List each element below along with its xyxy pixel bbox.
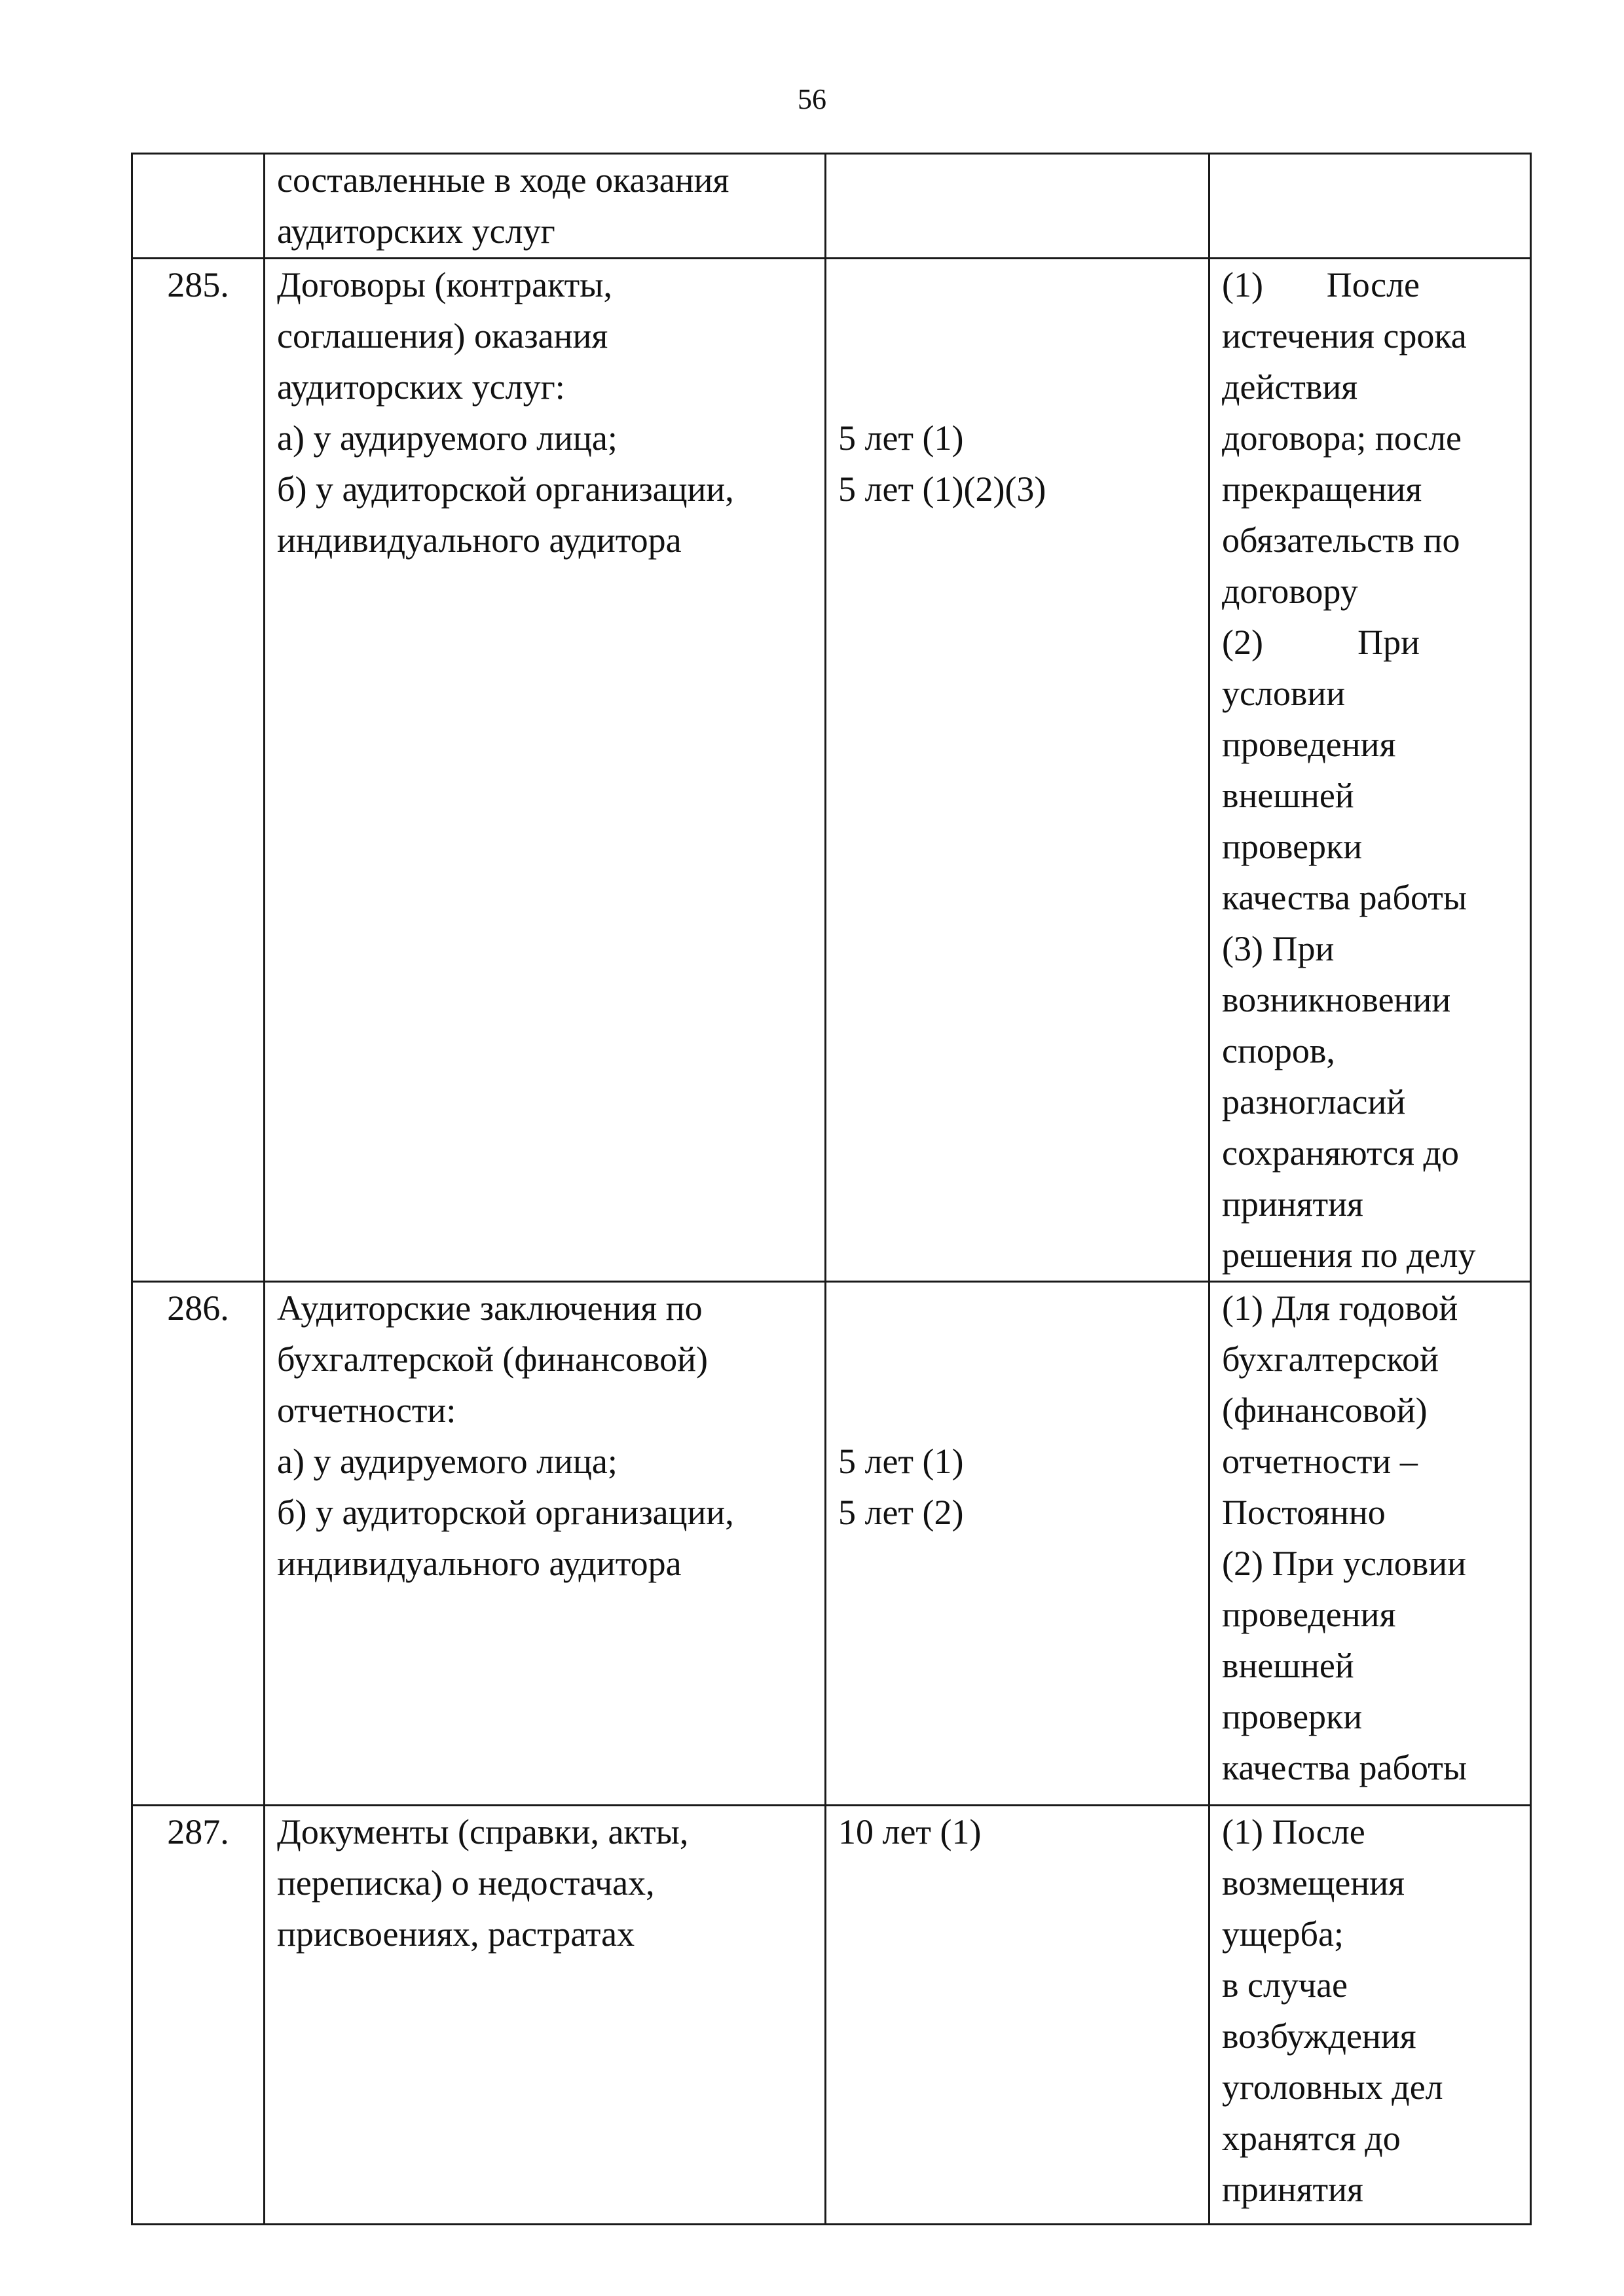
retention-term: 5 лет (1)(2)(3) <box>838 469 1046 509</box>
row-number: 285. <box>167 265 229 304</box>
table-row-285 <box>132 259 1531 1282</box>
note-cell <box>1209 1806 1531 2225</box>
note-line: (1) Для годовой <box>1222 1288 1458 1328</box>
document-name-cell <box>265 259 826 1282</box>
note-line: проверки <box>1222 1697 1363 1736</box>
retention-table <box>131 153 1532 2225</box>
text-line: а) у аудируемого лица; <box>277 1442 618 1481</box>
note-line: ущерба; <box>1222 1914 1344 1954</box>
note-line: проверки <box>1222 827 1363 866</box>
note-line: споров, <box>1222 1031 1335 1070</box>
note-line: хранятся до <box>1222 2119 1401 2158</box>
note-line: разногласий <box>1222 1082 1406 1121</box>
text-line: а) у аудируемого лица; <box>277 418 618 458</box>
note-line: в случае <box>1222 1965 1348 2005</box>
note-cell <box>1209 154 1531 259</box>
note-line: (финансовой) <box>1222 1391 1428 1430</box>
text-line: аудиторских услуг <box>277 211 555 251</box>
note-line: принятия <box>1222 2170 1363 2209</box>
note-line: возмещения <box>1222 1863 1405 1903</box>
document-name-cell <box>265 1806 826 2225</box>
note-line: внешней <box>1222 776 1354 815</box>
text-line: индивидуального аудитора <box>277 520 682 560</box>
retention-term: 5 лет (2) <box>838 1493 964 1532</box>
retention-term: 5 лет (1) <box>838 1442 964 1481</box>
note-line: внешней <box>1222 1646 1354 1685</box>
retention-term-cell <box>826 1282 1209 1806</box>
note-marker: (1) <box>1222 265 1263 304</box>
retention-term: 5 лет (1) <box>838 418 964 458</box>
number-cell <box>132 259 265 1282</box>
note-line: возбуждения <box>1222 2016 1416 2056</box>
note-line: принятия <box>1222 1184 1363 1224</box>
spacer-line <box>838 310 1196 361</box>
text-line: соглашения) оказания <box>277 316 608 355</box>
row-number: 287. <box>167 1812 229 1851</box>
note-cell <box>1209 259 1531 1282</box>
number-cell <box>132 1806 265 2225</box>
text-line: б) у аудиторской организации, <box>277 469 734 509</box>
note-line: (3) При <box>1222 929 1335 968</box>
text-line: присвоениях, растратах <box>277 1914 635 1954</box>
spacer-line <box>838 1283 1196 1334</box>
note-line: условии <box>1222 674 1346 713</box>
table-row-continuation <box>132 154 1531 259</box>
note-line: решения по делу <box>1222 1235 1476 1275</box>
spacer-line <box>838 1385 1196 1436</box>
note-justified-line <box>1222 259 1518 310</box>
text-line: индивидуального аудитора <box>277 1544 682 1583</box>
note-line: отчетности – <box>1222 1442 1418 1481</box>
retention-term-cell <box>826 1806 1209 2225</box>
note-word: При <box>1357 623 1420 662</box>
retention-term-cell <box>826 154 1209 259</box>
text-line: бухгалтерской (финансовой) <box>277 1339 708 1379</box>
spacer-line <box>838 259 1196 310</box>
note-line: (2) При условии <box>1222 1544 1467 1583</box>
note-line: прекращения <box>1222 469 1422 509</box>
note-cell <box>1209 1282 1531 1806</box>
text-line: отчетности: <box>277 1391 456 1430</box>
table-row-287 <box>132 1806 1531 2225</box>
note-marker: (2) <box>1222 623 1263 662</box>
note-line: бухгалтерской <box>1222 1339 1439 1379</box>
table-row-286 <box>132 1282 1531 1806</box>
note-line: обязательств по <box>1222 520 1460 560</box>
text-line: б) у аудиторской организации, <box>277 1493 734 1532</box>
note-line: проведения <box>1222 725 1396 764</box>
note-line: Постоянно <box>1222 1493 1386 1532</box>
note-line: договору <box>1222 572 1358 611</box>
text-line: переписка) о недостачах, <box>277 1863 655 1903</box>
row-number: 286. <box>167 1288 229 1328</box>
note-line: уголовных дел <box>1222 2068 1443 2107</box>
note-word: После <box>1326 265 1420 304</box>
note-line: сохраняются до <box>1222 1133 1459 1173</box>
note-line: возникновении <box>1222 980 1451 1019</box>
text-line: Аудиторские заключения по <box>277 1288 703 1328</box>
note-line: качества работы <box>1222 1748 1467 1787</box>
spacer-line <box>838 361 1196 412</box>
text-line: Документы (справки, акты, <box>277 1812 689 1851</box>
note-line: качества работы <box>1222 878 1467 917</box>
note-line: действия <box>1222 367 1358 407</box>
spacer-line <box>838 1334 1196 1385</box>
note-line: договора; после <box>1222 418 1462 458</box>
note-justified-line <box>1222 617 1518 668</box>
note-line: проведения <box>1222 1595 1396 1634</box>
number-cell <box>132 154 265 259</box>
text-line: аудиторских услуг: <box>277 367 565 407</box>
page-number: 56 <box>798 83 826 115</box>
number-cell <box>132 1282 265 1806</box>
retention-term: 10 лет (1) <box>838 1812 982 1851</box>
document-name-cell <box>265 1282 826 1806</box>
note-line: (1) После <box>1222 1812 1365 1851</box>
document-name-cell <box>265 154 826 259</box>
text-line: Договоры (контракты, <box>277 265 613 304</box>
retention-term-cell <box>826 259 1209 1282</box>
text-line: составленные в ходе оказания <box>277 160 729 200</box>
note-line: истечения срока <box>1222 316 1467 355</box>
